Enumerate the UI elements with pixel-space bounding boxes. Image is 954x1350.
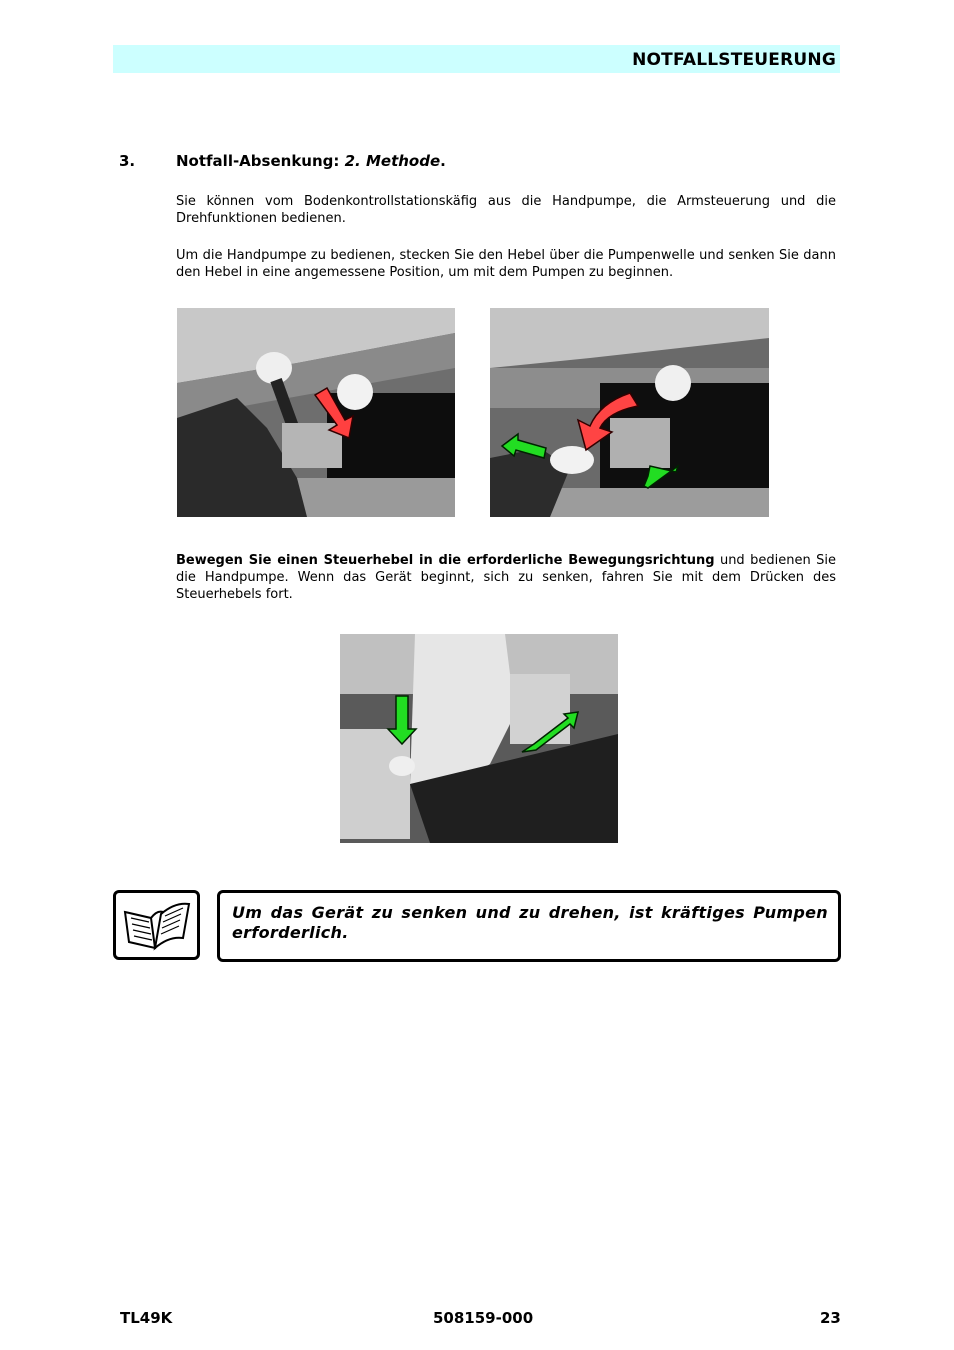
paragraph-intro: Sie können vom Bodenkontrollstationskäfig aus die Handpumpe, die Armsteuerung und die Drehfunktionen bedienen. bbox=[176, 194, 836, 226]
page-section-title: NOTFALLSTEUERUNG bbox=[632, 50, 836, 70]
section-title bbox=[176, 152, 446, 170]
paragraph-control-lever-rest: und bedienen Sie die Handpumpe. Wenn das Gerät beginnt, sich zu senken, fahren Sie mit dem Drücken des Steuerhebels fort. bbox=[176, 553, 837, 602]
note-icon-box bbox=[113, 890, 200, 960]
paragraph-control-lever bbox=[176, 552, 836, 603]
note-text: Um das Gerät zu senken und zu drehen, ist kräftiges Pumpen erforderlich. bbox=[232, 903, 828, 942]
section-title-method: 2. Methode bbox=[344, 152, 441, 170]
note-box bbox=[217, 890, 841, 962]
photo-control-lever bbox=[340, 634, 618, 843]
header-bar bbox=[113, 45, 840, 73]
section-title-prefix: Notfall-Absenkung: bbox=[176, 152, 345, 170]
section-number: 3. bbox=[119, 152, 136, 170]
paragraph-control-lever-bold: Bewegen Sie einen Steuerhebel in die erforderliche Bewegungsrichtung bbox=[176, 553, 715, 568]
section-title-suffix: . bbox=[440, 152, 446, 170]
footer-doc-number: 508159-000 bbox=[433, 1309, 534, 1327]
footer-model: TL49K bbox=[120, 1309, 173, 1327]
paragraph-handpump: Um die Handpumpe zu bedienen, stecken Sie den Hebel über die Pumpenwelle und senken Sie dann den Hebel in eine angemessene Position, um mit dem Pumpen zu beginnen. bbox=[176, 248, 836, 280]
photo-pumping-motion bbox=[490, 308, 769, 517]
footer-page-number: 23 bbox=[820, 1309, 841, 1327]
open-book-icon bbox=[121, 898, 193, 952]
photo-handpump-lever bbox=[177, 308, 455, 517]
